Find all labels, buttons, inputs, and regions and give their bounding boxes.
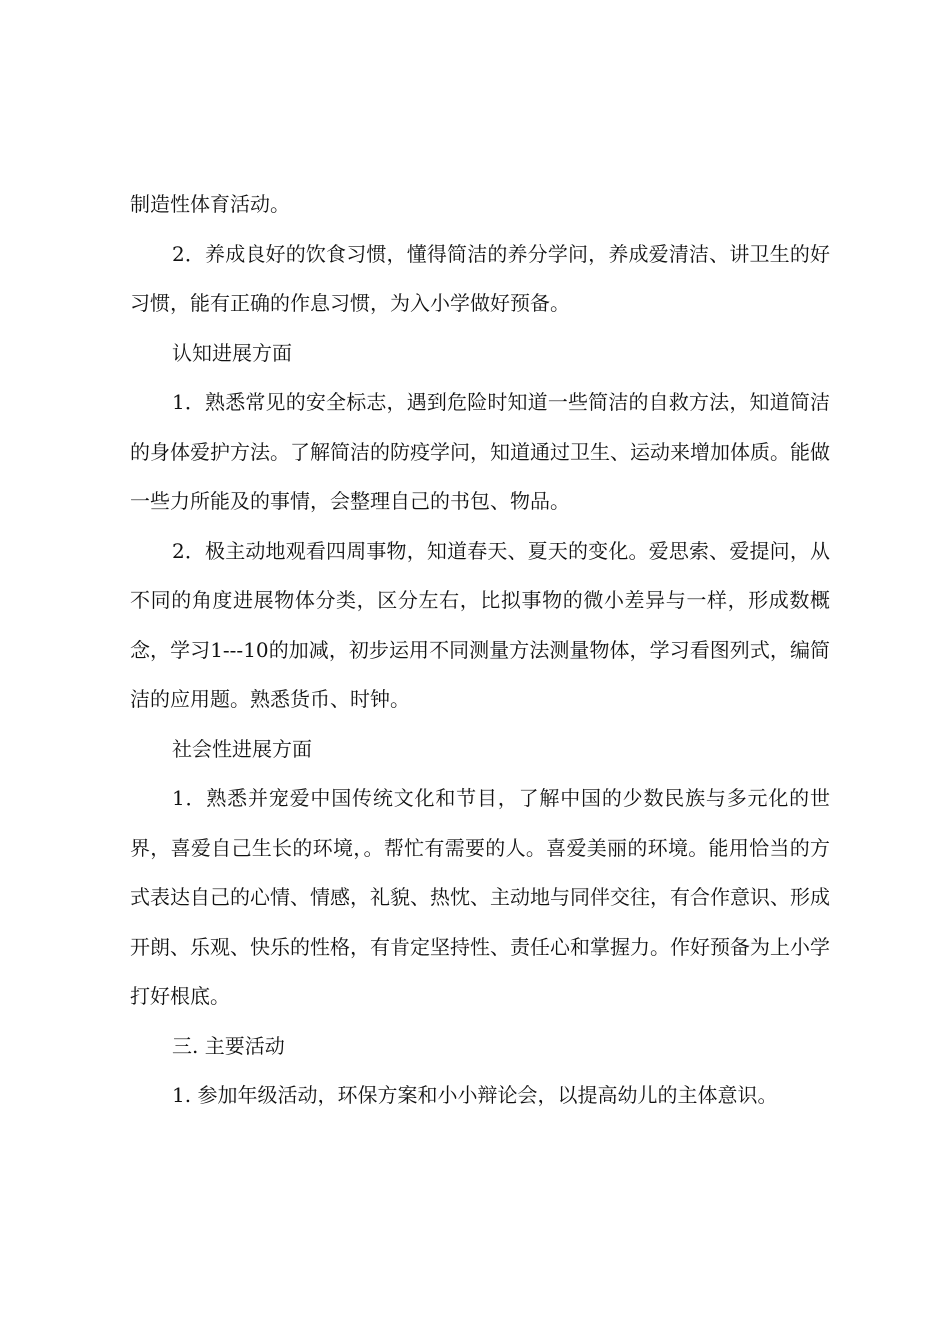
paragraph-eating-habits: 2．养成良好的饮食习惯，懂得简洁的养分学问，养成爱清洁、讲卫生的好习惯，能有正确的作息习惯，为入小学做好预备。 xyxy=(130,241,830,315)
paragraph-continuation: 制造性体育活动。 xyxy=(130,192,290,216)
section-heading-activities: 三. 主要活动 xyxy=(172,1033,285,1058)
section-heading-cognitive: 认知进展方面 xyxy=(172,340,292,365)
paragraph-observation: 2．极主动地观看四周事物，知道春天、夏天的变化。爱思索、爱提问，从不同的角度进展物体分类，区分左右，比拟事物的微小差异与一样，形成数概念，学习1---10的加减，初步运用不同测量方法测量物体，学习看图列式，编简洁的应用题。熟悉货币、时钟。 xyxy=(130,538,830,711)
paragraph-culture: 1．熟悉并宠爱中国传统文化和节目，了解中国的少数民族与多元化的世界，喜爱自己生长的环境，。帮忙有需要的人。喜爱美丽的环境。能用恰当的方式表达自己的心情、情感，礼貌、热忱、主动地与同伴交往，有合作意识、形成开朗、乐观、快乐的性格，有肯定坚持性、责任心和掌握力。作好预备为上小学打好根底。 xyxy=(130,786,830,1008)
paragraph-safety: 1．熟悉常见的安全标志，遇到危险时知道一些简洁的自救方法，知道简洁的身体爱护方法。了解简洁的防疫学问，知道通过卫生、运动来增加体质。能做一些力所能及的事情，会整理自己的书包、物品。 xyxy=(130,390,830,513)
section-heading-social: 社会性进展方面 xyxy=(172,736,312,761)
document-body xyxy=(130,180,830,1121)
paragraph-activities: 1. 参加年级活动，环保方案和小小辩论会，以提高幼儿的主体意识。 xyxy=(172,1083,778,1107)
